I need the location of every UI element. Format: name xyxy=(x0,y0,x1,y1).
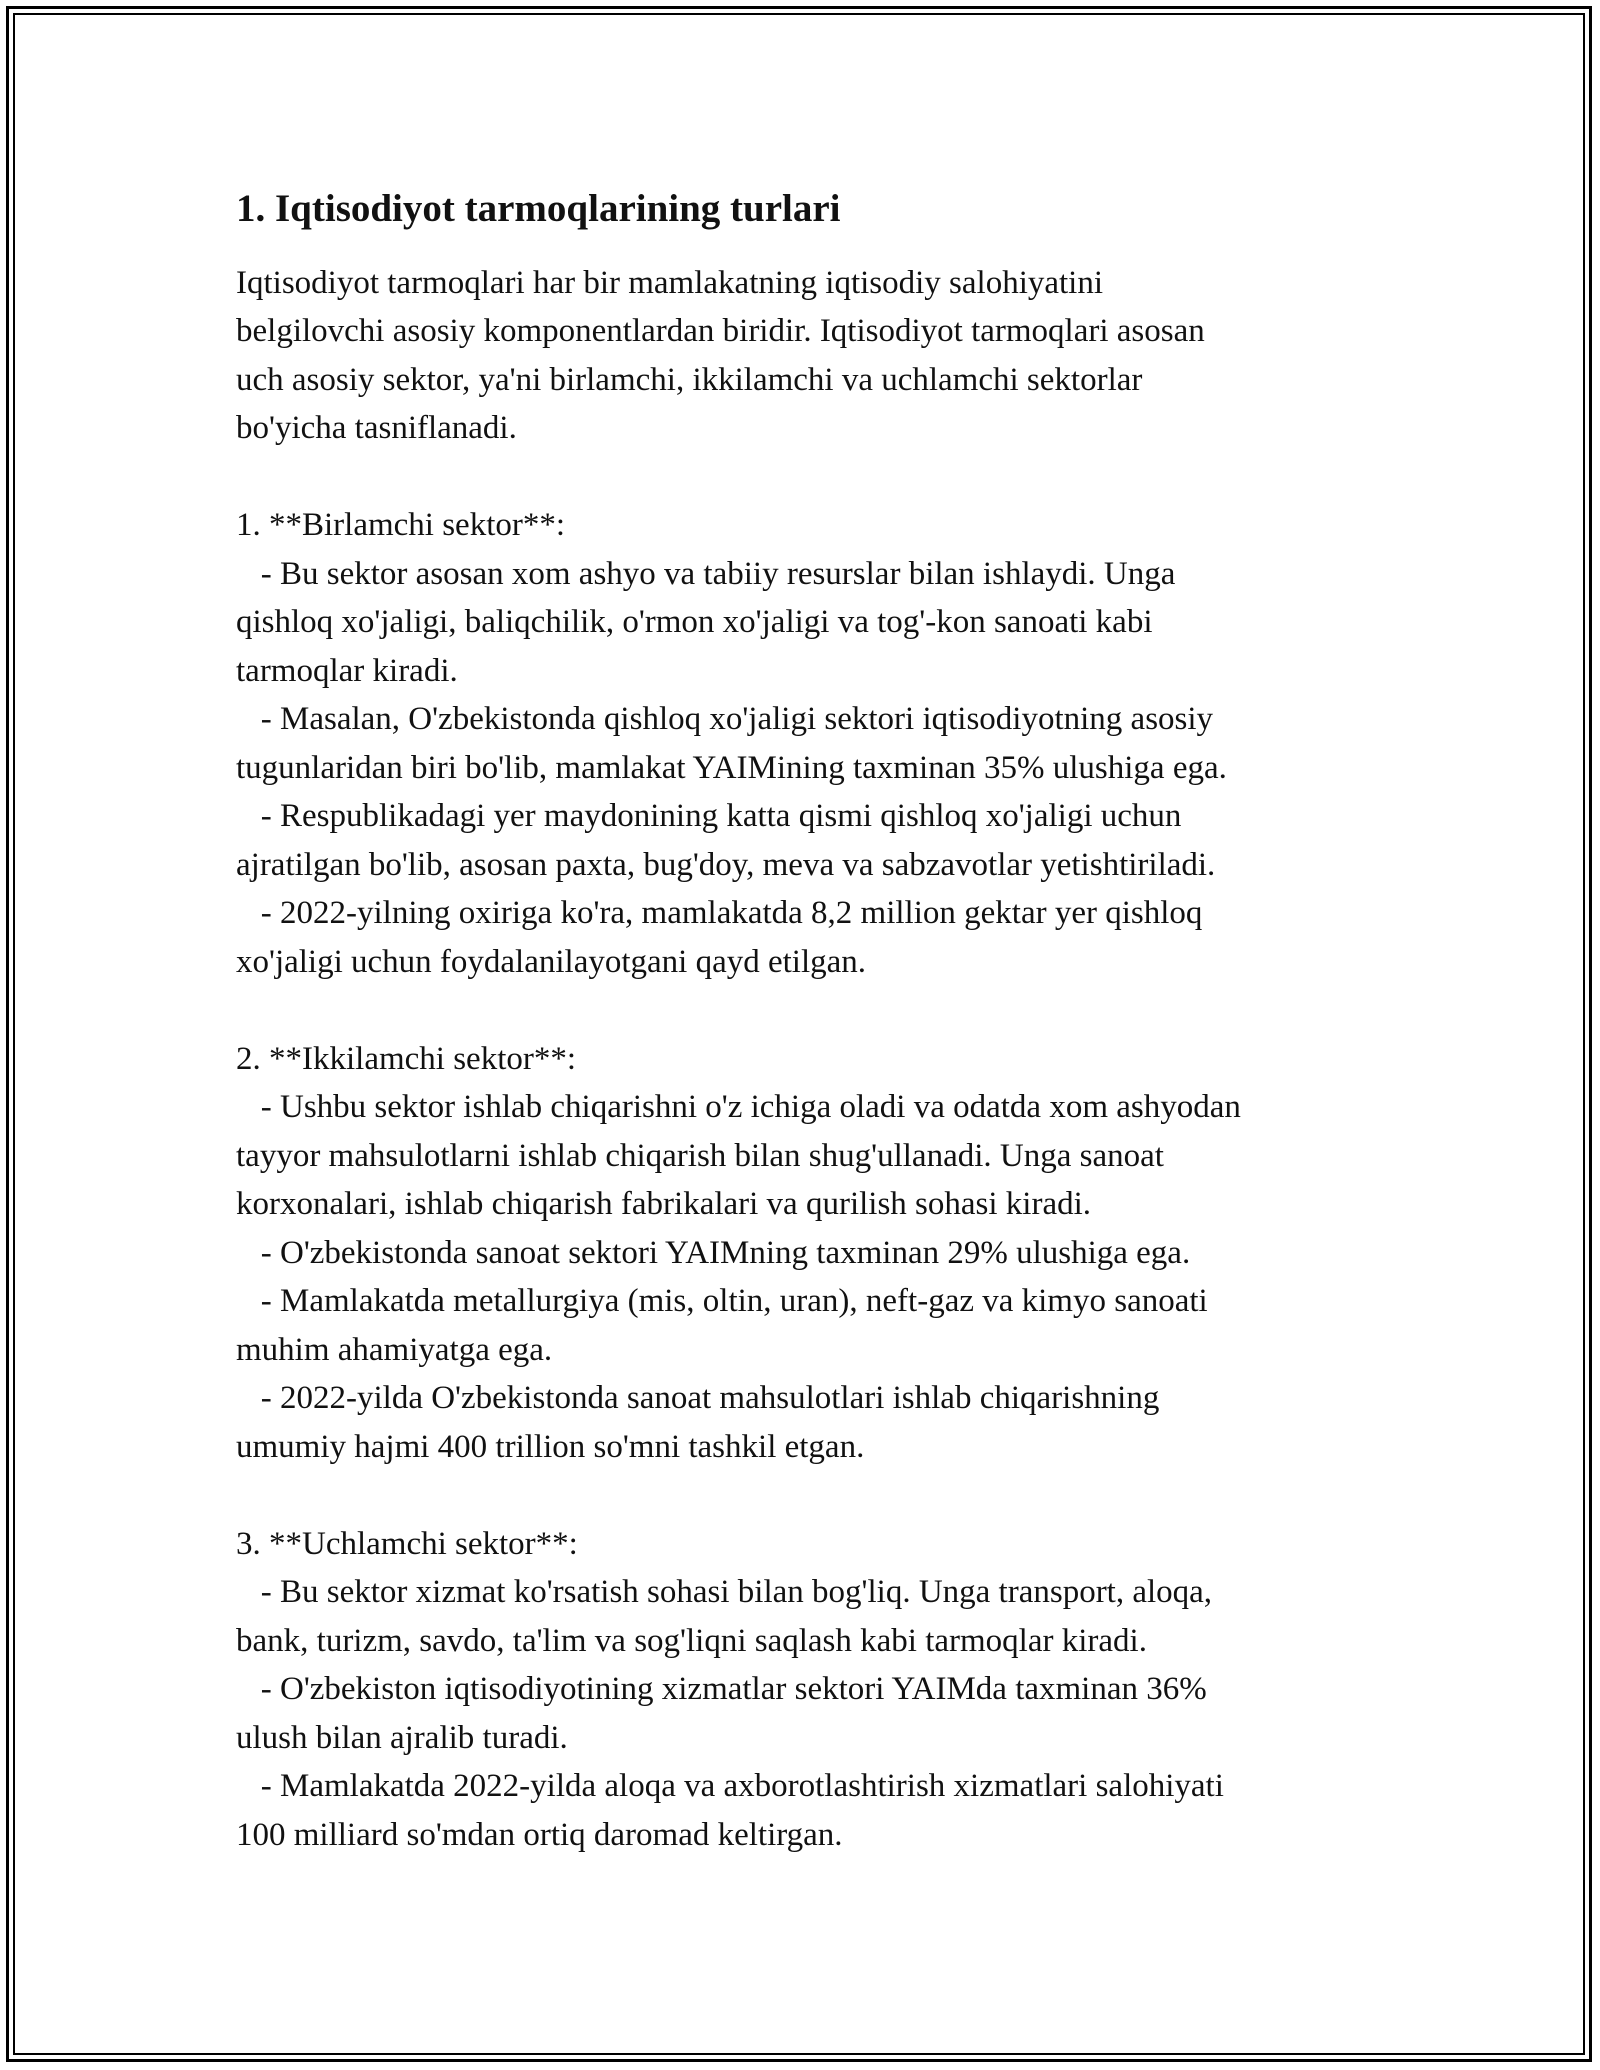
paragraph-spacer xyxy=(236,453,1396,502)
text-line: - Mamlakatda 2022-yilda aloqa va axborotlashtirish xizmatlari salohiyati xyxy=(236,1768,1224,1805)
paragraph-spacer xyxy=(236,986,1396,1035)
text-line: - Bu sektor asosan xom ashyo va tabiiy resurslar bilan ishlaydi. Unga xyxy=(236,555,1176,592)
text-line: - Respublikadagi yer maydonining katta qismi qishloq xo'jaligi uchun xyxy=(236,798,1182,835)
text-line: tayyor mahsulotlarni ishlab chiqarish bilan shug'ullanadi. Unga sanoat xyxy=(236,1137,1164,1174)
text-line: qishloq xo'jaligi, baliqchilik, o'rmon xo'jaligi va tog'-kon sanoati kabi xyxy=(236,604,1153,641)
text-line: ajratilgan bo'lib, asosan paxta, bug'doy, meva va sabzavotlar yetishtiriladi. xyxy=(236,846,1216,883)
text-line: - 2022-yilda O'zbekistonda sanoat mahsulotlari ishlab chiqarishning xyxy=(236,1380,1160,1417)
document-title: 1. Iqtisodiyot tarmoqlarining turlari xyxy=(236,187,841,230)
text-line: - 2022-yilning oxiriga ko'ra, mamlakatda 8,2 million gektar yer qishloq xyxy=(236,895,1203,932)
text-line: umumiy hajmi 400 trillion so'mni tashkil etgan. xyxy=(236,1428,865,1465)
section-heading: 1. **Birlamchi sektor**: xyxy=(236,507,566,544)
text-line: bo'yicha tasniflanadi. xyxy=(236,410,517,447)
text-line: tarmoqlar kiradi. xyxy=(236,652,458,689)
text-line: - Ushbu sektor ishlab chiqarishni o'z ichiga oladi va odatda xom ashyodan xyxy=(236,1089,1241,1126)
section-heading: 2. **Ikkilamchi sektor**: xyxy=(236,1040,577,1077)
document-page xyxy=(236,186,1396,1859)
text-line: - Masalan, O'zbekistonda qishloq xo'jaligi sektori iqtisodiyotning asosiy xyxy=(236,701,1214,738)
text-line: bank, turizm, savdo, ta'lim va sog'liqni saqlash kabi tarmoqlar kiradi. xyxy=(236,1622,1147,1659)
text-line: belgilovchi asosiy komponentlardan biridir. Iqtisodiyot tarmoqlari asosan xyxy=(236,313,1205,350)
text-line: 100 milliard so'mdan ortiq daromad keltirgan. xyxy=(236,1816,843,1853)
text-line: - Bu sektor xizmat ko'rsatish sohasi bilan bog'liq. Unga transport, aloqa, xyxy=(236,1574,1213,1611)
section-heading: 3. **Uchlamchi sektor**: xyxy=(236,1525,578,1562)
text-line: - Mamlakatda metallurgiya (mis, oltin, uran), neft-gaz va kimyo sanoati xyxy=(236,1283,1208,1320)
text-line: Iqtisodiyot tarmoqlari har bir mamlakatning iqtisodiy salohiyatini xyxy=(236,264,1104,301)
paragraph-spacer xyxy=(236,1471,1396,1520)
intro-paragraph xyxy=(236,259,1396,1860)
text-line: uch asosiy sektor, ya'ni birlamchi, ikkilamchi va uchlamchi sektorlar xyxy=(236,361,1143,398)
text-line: ulush bilan ajralib turadi. xyxy=(236,1719,568,1756)
text-line: korxonalari, ishlab chiqarish fabrikalari va qurilish sohasi kiradi. xyxy=(236,1186,1092,1223)
text-line: - O'zbekistonda sanoat sektori YAIMning taxminan 29% ulushiga ega. xyxy=(236,1234,1191,1271)
text-line: - O'zbekiston iqtisodiyotining xizmatlar sektori YAIMda taxminan 36% xyxy=(236,1671,1207,1708)
text-line: xo'jaligi uchun foydalanilayotgani qayd etilgan. xyxy=(236,943,867,980)
text-line: tugunlaridan biri bo'lib, mamlakat YAIMining taxminan 35% ulushiga ega. xyxy=(236,749,1227,786)
text-line: muhim ahamiyatga ega. xyxy=(236,1331,553,1368)
